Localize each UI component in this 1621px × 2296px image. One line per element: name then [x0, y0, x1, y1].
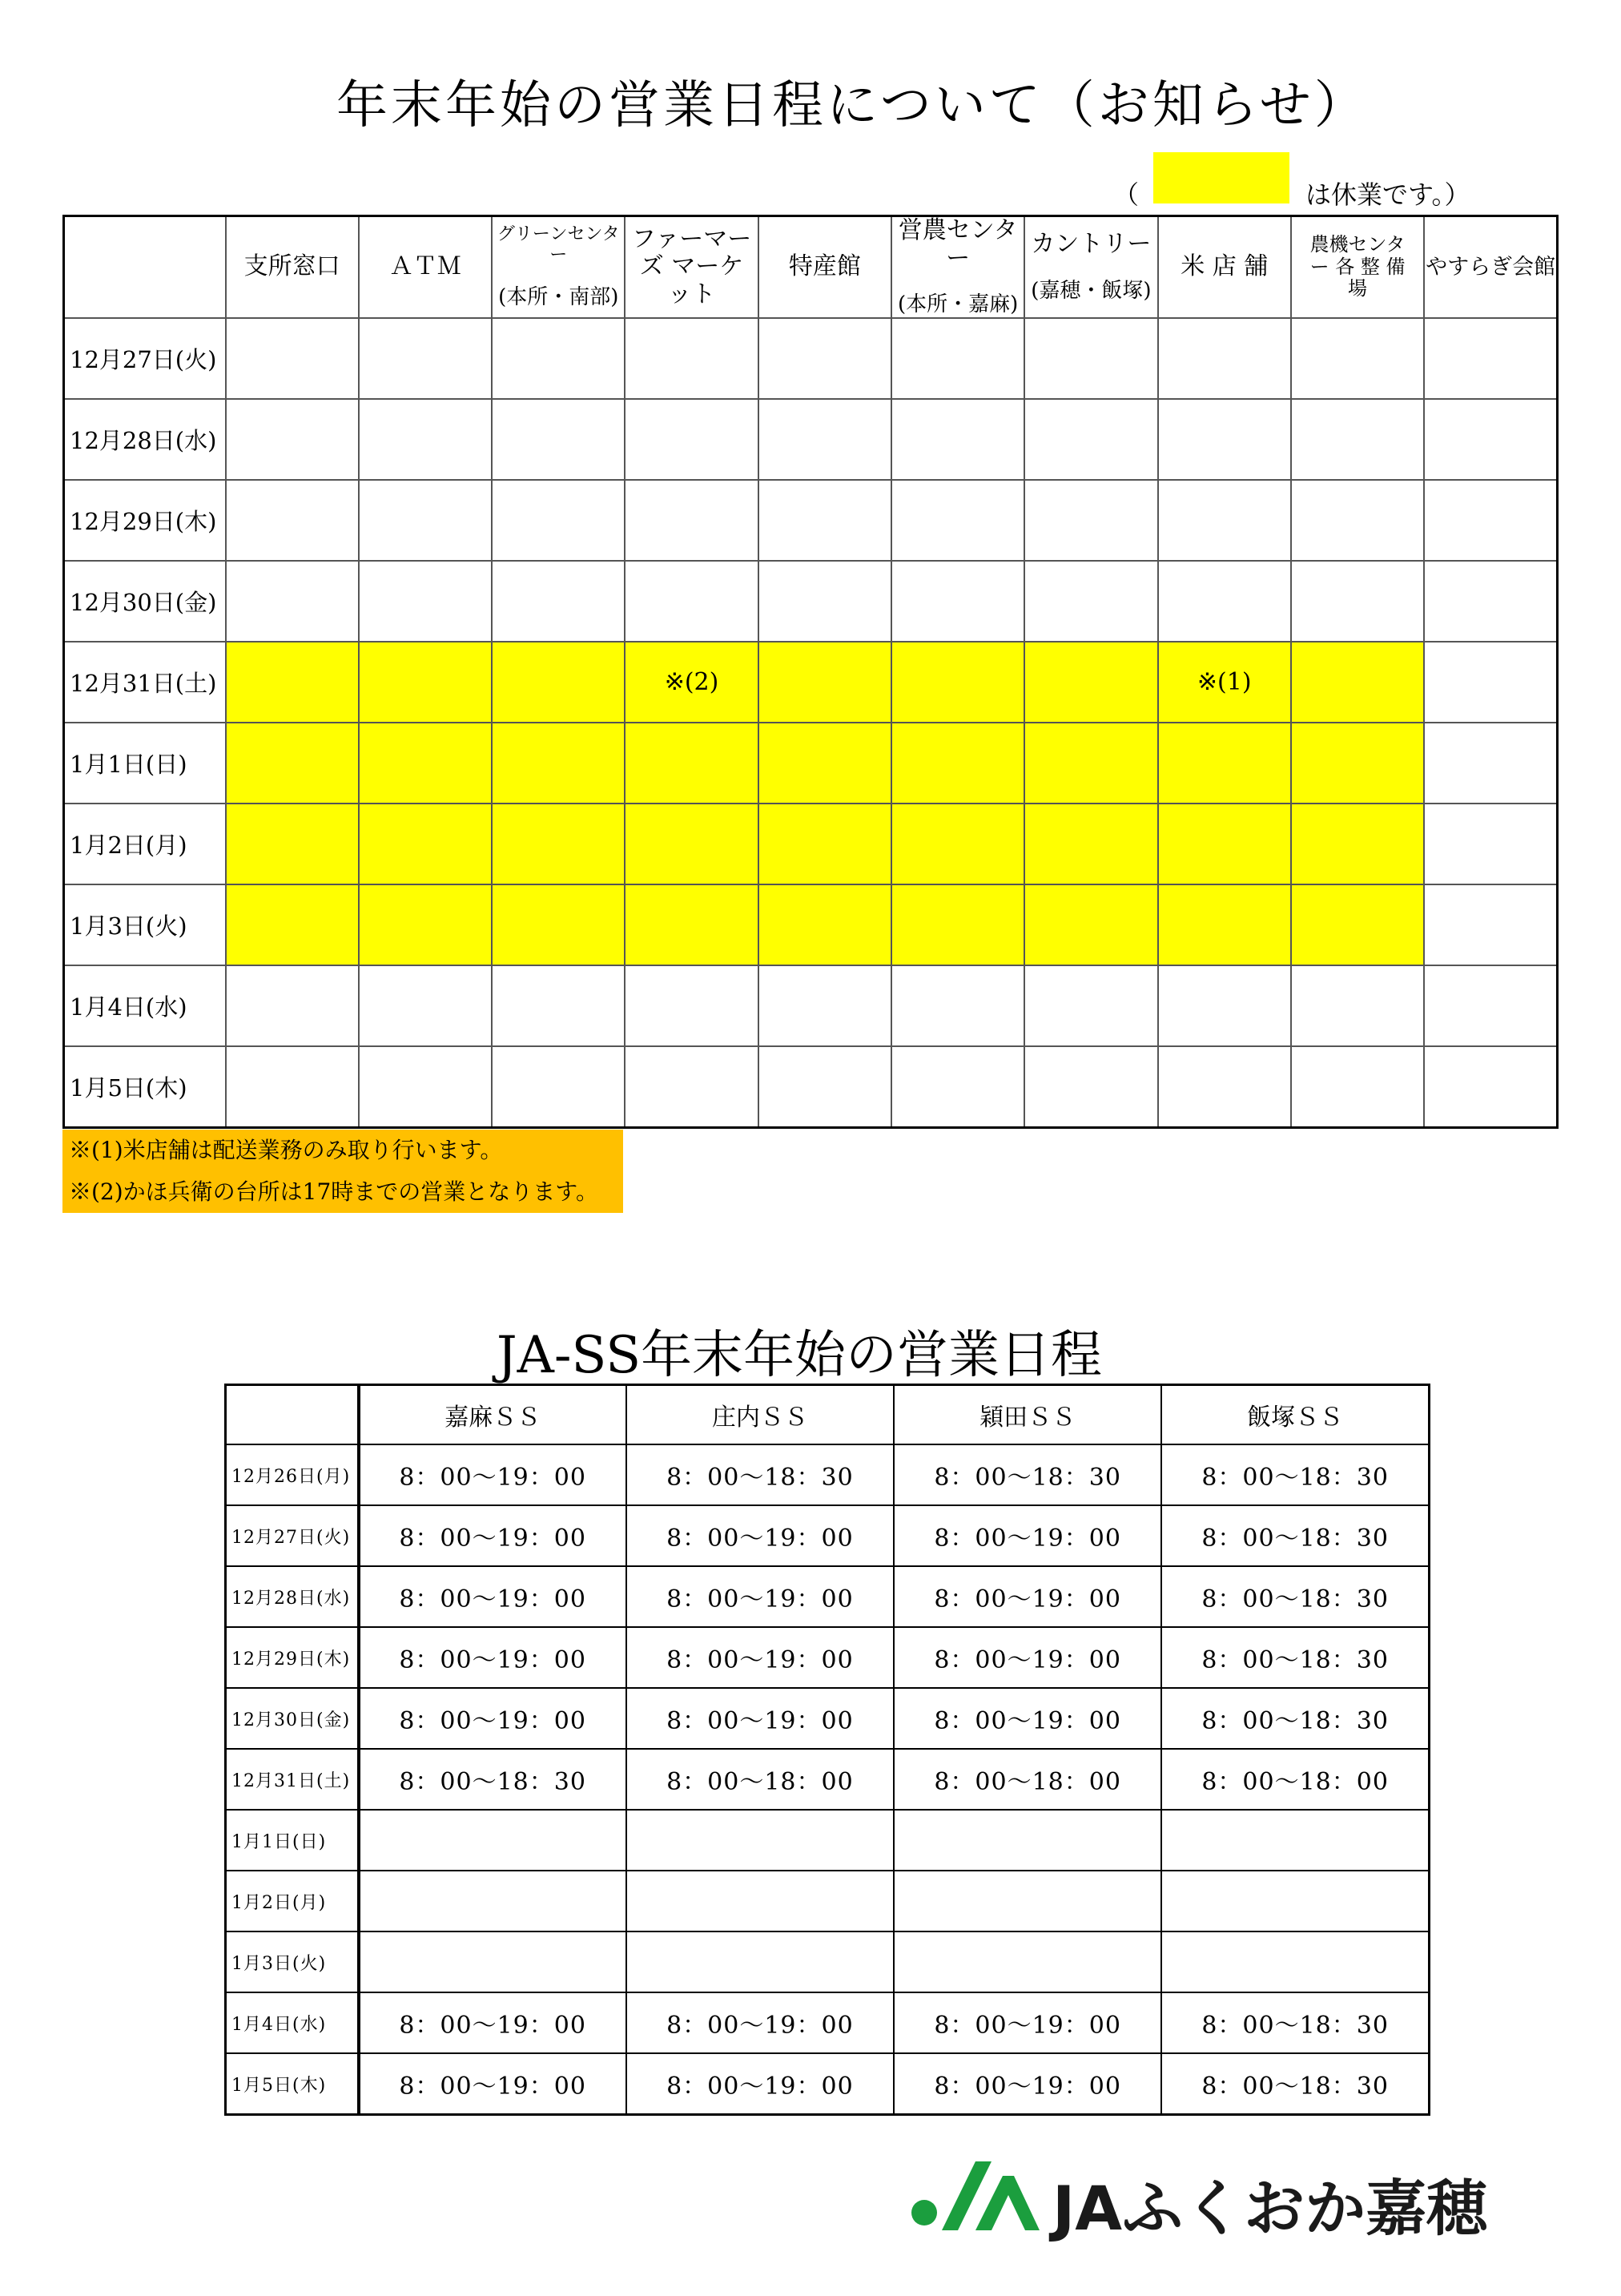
ss-hours-cell: [894, 1810, 1161, 1871]
schedule-cell: [1424, 804, 1557, 884]
ss-hours-cell: [894, 1871, 1161, 1931]
schedule-cell: [1291, 480, 1424, 561]
schedule-cell: [625, 399, 758, 480]
schedule-cell: [492, 561, 625, 642]
schedule-row: [64, 642, 1558, 723]
schedule-cell: [1291, 318, 1424, 399]
ss-date: 1月3日(火): [226, 1931, 359, 1992]
schedule-cell: [226, 561, 359, 642]
schedule-cell: [891, 965, 1024, 1046]
schedule-date: 12月31日(土): [64, 642, 226, 723]
ss-date: 1月1日(日): [226, 1810, 359, 1871]
schedule-cell: [1424, 1046, 1557, 1128]
schedule-cell: [1291, 884, 1424, 965]
ss-date: 12月28日(水): [226, 1566, 359, 1627]
schedule-cell: ※(2): [625, 642, 758, 723]
ss-hours-cell: 8：00〜19：00: [626, 1688, 894, 1749]
schedule-cell: [758, 561, 891, 642]
schedule-row: [64, 480, 1558, 561]
ja-logo-text: JAふくおか嘉穂: [1052, 2173, 1488, 2244]
schedule-cell: [625, 723, 758, 804]
schedule-cell: [359, 642, 492, 723]
schedule-cell: [1158, 723, 1291, 804]
schedule-cell: [1024, 642, 1157, 723]
schedule-cell: ※(1): [1158, 642, 1291, 723]
schedule-cell: [758, 965, 891, 1046]
ss-header-eita: 穎田ＳＳ: [894, 1385, 1161, 1445]
footnotes: [62, 1130, 623, 1213]
schedule-cell: [1291, 723, 1424, 804]
ss-header-shonai: 庄内ＳＳ: [626, 1385, 894, 1445]
schedule-cell: [1158, 399, 1291, 480]
schedule-row: [64, 399, 1558, 480]
header-farming-center: 営農センター (本所・嘉麻): [891, 216, 1024, 318]
ss-hours-cell: 8：00〜19：00: [626, 1992, 894, 2053]
ss-hours-cell: [359, 1871, 626, 1931]
schedule-cell: [492, 399, 625, 480]
schedule-cell: [758, 884, 891, 965]
schedule-cell: [226, 318, 359, 399]
ss-date: 1月2日(月): [226, 1871, 359, 1931]
ss-header-row: [226, 1385, 1430, 1445]
ss-date: 1月4日(水): [226, 1992, 359, 2053]
ss-row: [226, 1871, 1430, 1931]
schedule-cell: [891, 884, 1024, 965]
ss-date: 1月5日(木): [226, 2053, 359, 2115]
ss-hours-cell: 8：00〜18：00: [894, 1749, 1161, 1810]
ss-hours-cell: 8：00〜18：30: [1161, 1688, 1429, 1749]
ss-hours-cell: 8：00〜19：00: [359, 1688, 626, 1749]
header-row: [64, 216, 1558, 318]
schedule-cell: [359, 884, 492, 965]
schedule-cell: [226, 642, 359, 723]
ss-hours-cell: 8：00〜18：30: [1161, 1566, 1429, 1627]
schedule-cell: [1424, 884, 1557, 965]
schedule-cell: [758, 318, 891, 399]
schedule-cell: [891, 318, 1024, 399]
schedule-cell: [226, 884, 359, 965]
ss-hours-cell: 8：00〜19：00: [894, 1566, 1161, 1627]
ss-hours-cell: 8：00〜18：30: [894, 1444, 1161, 1505]
ss-hours-cell: 8：00〜18：30: [1161, 1505, 1429, 1566]
schedule-cell: [1291, 561, 1424, 642]
header-branch-counter: 支所窓口: [226, 216, 359, 318]
header-yasuragi-hall: やすらぎ会館: [1424, 216, 1557, 318]
schedule-cell: [359, 723, 492, 804]
schedule-cell: [1291, 642, 1424, 723]
schedule-cell: [226, 723, 359, 804]
schedule-cell: [1424, 642, 1557, 723]
page-title: 年末年始の営業日程について（お知らせ）: [336, 76, 1369, 135]
schedule-cell: [758, 804, 891, 884]
ss-hours-cell: 8：00〜18：00: [626, 1749, 894, 1810]
schedule-cell: [359, 480, 492, 561]
schedule-row: [64, 318, 1558, 399]
ja-logo: [908, 2157, 1501, 2244]
schedule-cell: [1291, 965, 1424, 1046]
schedule-cell: [891, 480, 1024, 561]
ss-row: [226, 1992, 1430, 2053]
header-rice-store: 米 店 舗: [1158, 216, 1291, 318]
ss-date: 12月29日(木): [226, 1627, 359, 1688]
schedule-cell: [1024, 561, 1157, 642]
schedule-cell: [492, 318, 625, 399]
ss-hours-cell: [894, 1931, 1161, 1992]
schedule-row: [64, 561, 1558, 642]
ss-row: [226, 1444, 1430, 1505]
holiday-schedule-table: [62, 215, 1559, 1129]
schedule-cell: [758, 480, 891, 561]
ss-hours-cell: 8：00〜19：00: [359, 2053, 626, 2115]
schedule-cell: [492, 642, 625, 723]
schedule-cell: [625, 561, 758, 642]
ss-hours-cell: 8：00〜18：30: [1161, 1627, 1429, 1688]
ss-hours-cell: [626, 1871, 894, 1931]
ss-hours-cell: [359, 1810, 626, 1871]
ss-hours-cell: [1161, 1871, 1429, 1931]
schedule-cell: [226, 480, 359, 561]
schedule-cell: [758, 399, 891, 480]
schedule-cell: [1024, 480, 1157, 561]
schedule-cell: [625, 318, 758, 399]
footnote-1: ※(1)米店舗は配送業務のみ取り行います。: [69, 1137, 503, 1163]
schedule-cell: [1291, 804, 1424, 884]
schedule-cell: [625, 884, 758, 965]
ss-hours-cell: 8：00〜19：00: [359, 1627, 626, 1688]
ss-hours-cell: [1161, 1931, 1429, 1992]
schedule-cell: [891, 1046, 1024, 1128]
ss-title: JA-SS年末年始の営業日程: [497, 1326, 1103, 1385]
header-farmers-market: ファーマーズ マーケット: [625, 216, 758, 318]
schedule-cell: [226, 965, 359, 1046]
ss-hours-cell: [1161, 1810, 1429, 1871]
ss-hours-cell: [359, 1931, 626, 1992]
ss-hours-cell: [626, 1810, 894, 1871]
ss-hours-cell: 8：00〜19：00: [894, 1627, 1161, 1688]
header-country-elevator: カントリー (嘉穂・飯塚): [1024, 216, 1157, 318]
schedule-cell: [625, 965, 758, 1046]
ss-hours-cell: 8：00〜19：00: [359, 1566, 626, 1627]
ss-hours-cell: 8：00〜19：00: [359, 1992, 626, 2053]
schedule-cell: [359, 561, 492, 642]
footnote-2: ※(2)かほ兵衛の台所は17時までの営業となります。: [69, 1178, 599, 1205]
ss-row: [226, 1566, 1430, 1627]
schedule-cell: [492, 965, 625, 1046]
schedule-cell: [1158, 480, 1291, 561]
schedule-cell: [1158, 965, 1291, 1046]
schedule-cell: [891, 399, 1024, 480]
schedule-cell: [359, 318, 492, 399]
schedule-row: [64, 1046, 1558, 1128]
ss-hours-cell: 8：00〜19：00: [894, 1688, 1161, 1749]
ss-hours-cell: 8：00〜18：00: [1161, 1749, 1429, 1810]
ss-hours-cell: [626, 1931, 894, 1992]
schedule-cell: [226, 399, 359, 480]
header-machinery-center: 農機センター 各 整 備 場: [1291, 216, 1424, 318]
ss-hours-cell: 8：00〜19：00: [626, 1566, 894, 1627]
schedule-row: [64, 804, 1558, 884]
schedule-cell: [625, 480, 758, 561]
schedule-cell: [758, 1046, 891, 1128]
schedule-cell: [891, 561, 1024, 642]
legend-open-paren: （: [1113, 179, 1140, 210]
schedule-cell: [1158, 1046, 1291, 1128]
ss-header-iizuka: 飯塚ＳＳ: [1161, 1385, 1429, 1445]
schedule-cell: [1024, 318, 1157, 399]
schedule-date: 1月2日(月): [64, 804, 226, 884]
schedule-cell: [891, 723, 1024, 804]
schedule-cell: [492, 884, 625, 965]
ss-hours-cell: 8：00〜18：30: [1161, 1992, 1429, 2053]
header-atm: ＡＴＭ: [359, 216, 492, 318]
ss-hours-cell: 8：00〜19：00: [894, 1992, 1161, 2053]
schedule-cell: [758, 723, 891, 804]
ss-hours-cell: 8：00〜18：30: [1161, 1444, 1429, 1505]
schedule-cell: [226, 1046, 359, 1128]
ss-header-kama: 嘉麻ＳＳ: [359, 1385, 626, 1445]
schedule-date: 12月30日(金): [64, 561, 226, 642]
ss-date: 12月31日(土): [226, 1749, 359, 1810]
schedule-cell: [1424, 965, 1557, 1046]
schedule-row: [64, 884, 1558, 965]
schedule-cell: [1024, 804, 1157, 884]
header-corner: [64, 216, 226, 318]
schedule-cell: [1158, 561, 1291, 642]
schedule-row: [64, 965, 1558, 1046]
schedule-cell: [1024, 399, 1157, 480]
ss-row: [226, 2053, 1430, 2115]
schedule-cell: [891, 642, 1024, 723]
schedule-cell: [492, 804, 625, 884]
schedule-cell: [359, 965, 492, 1046]
header-green-center: グリーンセンター (本所・南部): [492, 216, 625, 318]
schedule-date: 1月4日(水): [64, 965, 226, 1046]
schedule-cell: [492, 480, 625, 561]
schedule-date: 12月29日(木): [64, 480, 226, 561]
ss-hours-cell: 8：00〜19：00: [359, 1444, 626, 1505]
schedule-cell: [1158, 804, 1291, 884]
ss-hours-cell: 8：00〜19：00: [359, 1505, 626, 1566]
ss-hours-cell: 8：00〜18：30: [1161, 2053, 1429, 2115]
schedule-cell: [1024, 965, 1157, 1046]
ss-row: [226, 1688, 1430, 1749]
schedule-date: 12月28日(水): [64, 399, 226, 480]
header-specialty-hall: 特産館: [758, 216, 891, 318]
schedule-cell: [625, 804, 758, 884]
schedule-cell: [1424, 480, 1557, 561]
schedule-cell: [492, 1046, 625, 1128]
legend-text: は休業です。）: [1305, 179, 1470, 210]
schedule-cell: [1158, 318, 1291, 399]
ss-date: 12月26日(月): [226, 1444, 359, 1505]
schedule-cell: [891, 804, 1024, 884]
schedule-date: 12月27日(火): [64, 318, 226, 399]
ss-row: [226, 1505, 1430, 1566]
schedule-cell: [1024, 884, 1157, 965]
schedule-cell: [1424, 561, 1557, 642]
ss-hours-cell: 8：00〜19：00: [626, 1505, 894, 1566]
ss-date: 12月27日(火): [226, 1505, 359, 1566]
schedule-cell: [758, 642, 891, 723]
ja-logo-mark-icon: [908, 2157, 1044, 2234]
schedule-row: [64, 723, 1558, 804]
ss-row: [226, 1749, 1430, 1810]
ss-hours-cell: 8：00〜18：30: [359, 1749, 626, 1810]
schedule-date: 1月1日(日): [64, 723, 226, 804]
schedule-cell: [1424, 723, 1557, 804]
schedule-cell: [226, 804, 359, 884]
schedule-cell: [1291, 399, 1424, 480]
schedule-date: 1月5日(木): [64, 1046, 226, 1128]
ss-hours-cell: 8：00〜19：00: [626, 2053, 894, 2115]
ss-row: [226, 1931, 1430, 1992]
schedule-cell: [1424, 318, 1557, 399]
ss-hours-cell: 8：00〜19：00: [894, 1505, 1161, 1566]
schedule-cell: [1291, 1046, 1424, 1128]
ss-schedule-table: [224, 1384, 1430, 2116]
ss-hours-cell: 8：00〜19：00: [626, 1627, 894, 1688]
schedule-cell: [1024, 1046, 1157, 1128]
schedule-cell: [625, 1046, 758, 1128]
ss-row: [226, 1627, 1430, 1688]
ss-row: [226, 1810, 1430, 1871]
ss-date: 12月30日(金): [226, 1688, 359, 1749]
schedule-cell: [359, 1046, 492, 1128]
ss-hours-cell: 8：00〜19：00: [894, 2053, 1161, 2115]
schedule-cell: [359, 804, 492, 884]
schedule-cell: [1158, 884, 1291, 965]
schedule-cell: [1424, 399, 1557, 480]
ss-header-corner: [226, 1385, 359, 1445]
schedule-cell: [359, 399, 492, 480]
schedule-cell: [1024, 723, 1157, 804]
legend-swatch: [1153, 152, 1289, 203]
schedule-date: 1月3日(火): [64, 884, 226, 965]
schedule-cell: [492, 723, 625, 804]
ss-hours-cell: 8：00〜18：30: [626, 1444, 894, 1505]
